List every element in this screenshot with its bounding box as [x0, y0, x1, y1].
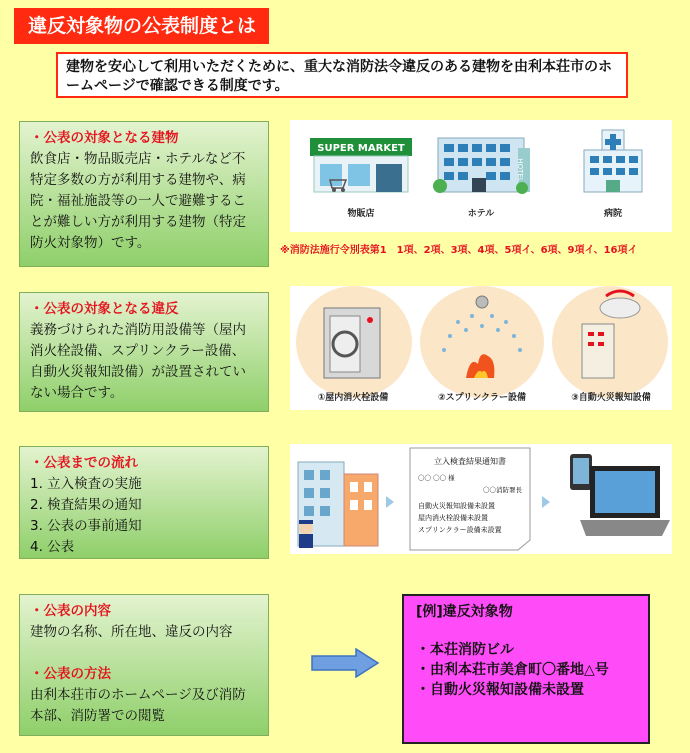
indoor-hydrant-icon: [296, 286, 412, 398]
doc-title: 立入検査結果通知書: [434, 457, 506, 466]
doc-line-3: スプリンクラー設備未設置: [418, 526, 502, 534]
flow-step-2: 2. 検査結果の通知: [30, 497, 142, 513]
publication-content-box: [19, 594, 269, 736]
target-buildings-text: 飲食店・物品販売店・ホテルなど不特定多数の方が利用する建物や、病院・福祉施設等の一人で避難することが難しい方が利用する建物（特定防火対象物）です。: [30, 151, 246, 251]
flow-step-4: 4. 公表: [30, 539, 75, 555]
flow-illustration-svg: [290, 444, 672, 554]
doc-line-1: 自動火災報知設備未設置: [418, 502, 495, 510]
target-buildings-box: [19, 121, 269, 267]
flow-arrow-2: [542, 496, 550, 508]
example-title: [例]違反対象物: [416, 604, 513, 620]
doc-recipient: 〇〇 〇〇 様: [418, 474, 455, 482]
inspection-notice-doc: [410, 448, 530, 550]
example-item-name: ・本荘消防ビル: [416, 642, 514, 658]
publication-flow-box: [19, 446, 269, 559]
flow-step-3: 3. 公表の事前通知: [30, 518, 142, 534]
caption-alarm: ③自動火災報知設備: [571, 393, 651, 403]
example-box: [402, 594, 650, 744]
target-buildings-heading: ・公表の対象となる建物: [30, 130, 179, 146]
sprinkler-icon: [420, 286, 544, 398]
page-title: 違反対象物の公表制度とは: [14, 8, 269, 44]
caption-hydrant: ①屋内消火栓設備: [317, 393, 389, 403]
supermarket-icon: [310, 138, 412, 192]
caption-sprinkler: ②スプリンクラー設備: [437, 393, 527, 403]
hotel-sign: HOTEL: [516, 158, 524, 182]
doc-line-2: 屋内消火栓設備未設置: [418, 514, 488, 522]
caption-hospital: 病院: [603, 209, 622, 219]
publication-method-heading: ・公表の方法: [30, 666, 111, 682]
publication-flow-heading: ・公表までの流れ: [30, 455, 138, 471]
example-item-violation: ・自動火災報知設備未設置: [416, 682, 584, 698]
flow-step-1: 1. 立入検査の実施: [30, 476, 142, 492]
example-item-address: ・由利本荘市美倉町〇番地△号: [416, 662, 609, 678]
doc-sender: 〇〇消防署長: [483, 486, 522, 494]
fire-alarm-icon: [552, 286, 668, 398]
right-arrow-icon: [310, 648, 380, 678]
law-note: ※消防法施行令別表第1 1項、2項、3項、4項、5項イ、6項、9項イ、16項イ: [280, 245, 638, 256]
buildings-illustration: [290, 120, 672, 232]
publication-content-heading: ・公表の内容: [30, 603, 111, 619]
target-violations-heading: ・公表の対象となる違反: [30, 301, 179, 317]
store-sign: SUPER MARKET: [317, 143, 405, 154]
target-violations-text: 義務づけられた消防用設備等（屋内消火栓設備、スプリンクラー設備、自動火災報知設備）が設置されていない場合です。: [30, 322, 246, 401]
equipment-illustration: [290, 286, 672, 410]
publication-content-text: 建物の名称、所在地、違反の内容: [30, 624, 233, 640]
target-violations-box: [19, 292, 269, 412]
inspection-building-icon: [298, 462, 378, 548]
flow-illustration: [290, 444, 672, 554]
laptop-phone-icon: [570, 454, 670, 536]
caption-store: 物販店: [347, 209, 375, 219]
caption-hotel: ホテル: [467, 209, 495, 219]
hospital-icon: [584, 130, 642, 192]
intro-box: 建物を安心して利用いただくために、重大な消防法令違反のある建物を由利本荘市のホームページで確認できる制度です。: [56, 52, 628, 98]
hotel-icon: [433, 138, 530, 194]
publication-method-text: 由利本荘市のホームページ及び消防本部、消防署での閲覧: [30, 687, 246, 724]
flow-arrow-1: [386, 496, 394, 508]
